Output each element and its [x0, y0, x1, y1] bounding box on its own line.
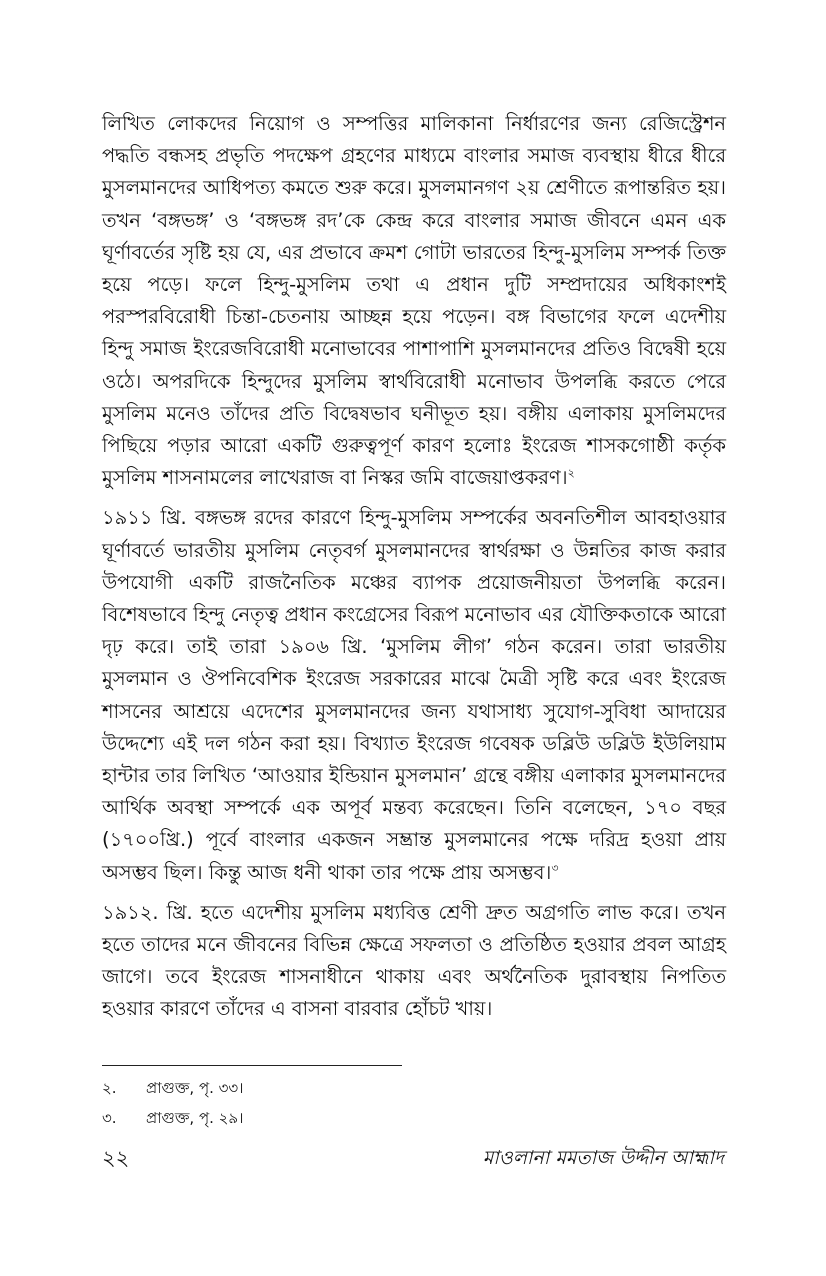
paragraph-1	[102, 108, 726, 494]
paragraph-2-text: ১৯১১ খ্রি. বঙ্গভঙ্গ রদের কারণে হিন্দু-মুসলিম সম্পর্কের অবনতিশীল আবহাওয়ার ঘূর্ণাবর্তে ভারতীয় মুসলিম নেতৃবর্গ মুসলমানদের স্বার্থরক্ষা ও উন্নতির কাজ করার উপযোগী একটি রাজনৈতিক মঞ্চের ব্যাপক প্রয়োজনীয়তা উপলব্ধি করেন। বিশেষভাবে হিন্দু নেতৃত্ব প্রধান কংগ্রেসের বিরূপ মনোভাব এর যৌক্তিকতাকে আরো দৃঢ় করে। তাই তারা ১৯০৬ খ্রি. ‘মুসলিম লীগ’ গঠন করেন। তারা ভারতীয় মুসলমান ও ঔপনিবেশিক ইংরেজ সরকারের মাঝে মৈত্রী সৃষ্টি করে এবং ইংরেজ শাসনের আশ্রয়ে এদেশের মুসলমানদের জন্য যথাসাধ্য সুযোগ-সুবিধা আদায়ের উদ্দেশ্যে এই দল গঠন করা হয়। বিখ্যাত ইংরেজ গবেষক ডব্লিউ ডব্লিউ ইউলিয়াম হান্টার তার লিখিত ‘আওয়ার ইন্ডিয়ান মুসলমান’ গ্রন্থে বঙ্গীয় এলাকার মুসলমানদের আর্থিক অবস্থা সম্পর্কে এক অপূর্ব মন্তব্য করেছেন। তিনি বলেছেন, ১৭০ বছর (১৭০০খ্রি.) পূর্বে বাংলার একজন সম্ভ্রান্ত মুসলমানের পক্ষে দরিদ্র হওয়া প্রায় অসম্ভব ছিল। কিন্তু আজ ধনী থাকা তার পক্ষে প্রায় অসম্ভব।	[102, 506, 726, 884]
paragraph-3-text: ১৯১২. খ্রি. হতে এদেশীয় মুসলিম মধ্যবিত্ত শ্রেণী দ্রুত অগ্রগতি লাভ করে। তখন হতে তাদের মনে জীবনের বিভিন্ন ক্ষেত্রে সফলতা ও প্রতিষ্ঠিত হওয়ার প্রবল আগ্রহ জাগে। তবে ইংরেজ শাসনাধীনে থাকায় এবং অর্থনৈতিক দুরাবস্থায় নিপতিত হওয়ার কারণে তাঁদের এ বাসনা বারবার হোঁচট খায়।	[102, 900, 726, 1021]
footnote-text: প্রাগুক্ত, পৃ. ২৯।	[146, 1109, 244, 1127]
footnote-ref-3: ৩	[551, 861, 559, 875]
paragraph-2	[102, 502, 726, 888]
running-footer-author: মাওলানা মমতাজ উদ্দীন আহ্মাদ	[482, 1147, 724, 1169]
paragraph-3	[102, 897, 726, 1026]
footnote-number: ২.	[102, 1079, 117, 1097]
footnote-item	[102, 1073, 502, 1103]
page-body	[102, 108, 726, 1188]
footnote-divider	[102, 1065, 402, 1066]
footnotes	[102, 1073, 502, 1133]
footnote-number: ৩.	[102, 1109, 117, 1127]
footnote-ref-2: ২	[567, 466, 575, 480]
footnote-text: প্রাগুক্ত, পৃ. ৩৩।	[146, 1079, 244, 1097]
paragraph-1-text: লিখিত লোকদের নিয়োগ ও সম্পত্তির মালিকানা নির্ধারণের জন্য রেজিস্ট্রেশন পদ্ধতি বন্ধসহ প্রভৃতি পদক্ষেপ গ্রহণের মাধ্যমে বাংলার সমাজ ব্যবস্থায় ধীরে ধীরে মুসলমানদের আধিপত্য কমতে শুরু করে। মুসলমানগণ ২য় শ্রেণীতে রূপান্তরিত হয়। তখন ‘বঙ্গভঙ্গ’ ও ‘বঙ্গভঙ্গ রদ’কে কেন্দ্র করে বাংলার সমাজ জীবনে এমন এক ঘূর্ণাবর্তের সৃষ্টি হয় যে, এর প্রভাবে ক্রমশ গোটা ভারতের হিন্দু-মুসলিম সম্পর্ক তিক্ত হয়ে পড়ে। ফলে হিন্দু-মুসলিম তথা এ প্রধান দুটি সম্প্রদায়ের অধিকাংশই পরস্পরবিরোধী চিন্তা-চেতনায় আচ্ছন্ন হয়ে পড়েন। বঙ্গ বিভাগের ফলে এদেশীয় হিন্দু সমাজ ইংরেজবিরোধী মনোভাবের পাশাপাশি মুসলমানদের প্রতিও বিদ্বেষী হয়ে ওঠে। অপরদিকে হিন্দুদের মুসলিম স্বার্থবিরোধী মনোভাব উপলব্ধি করতে পেরে মুসলিম মনেও তাঁদের প্রতি বিদ্বেষভাব ঘনীভূত হয়। বঙ্গীয় এলাকায় মুসলিমদের পিছিয়ে পড়ার আরো একটি গুরুত্বপূর্ণ কারণ হলোঃ ইংরেজ শাসকগোষ্ঠী কর্তৃক মুসলিম শাসনামলের লাখেরাজ বা নিস্কর জমি বাজেয়াপ্তকরণ।	[102, 112, 726, 490]
footnote-item	[102, 1103, 502, 1133]
page-number: ২২	[102, 1146, 130, 1170]
